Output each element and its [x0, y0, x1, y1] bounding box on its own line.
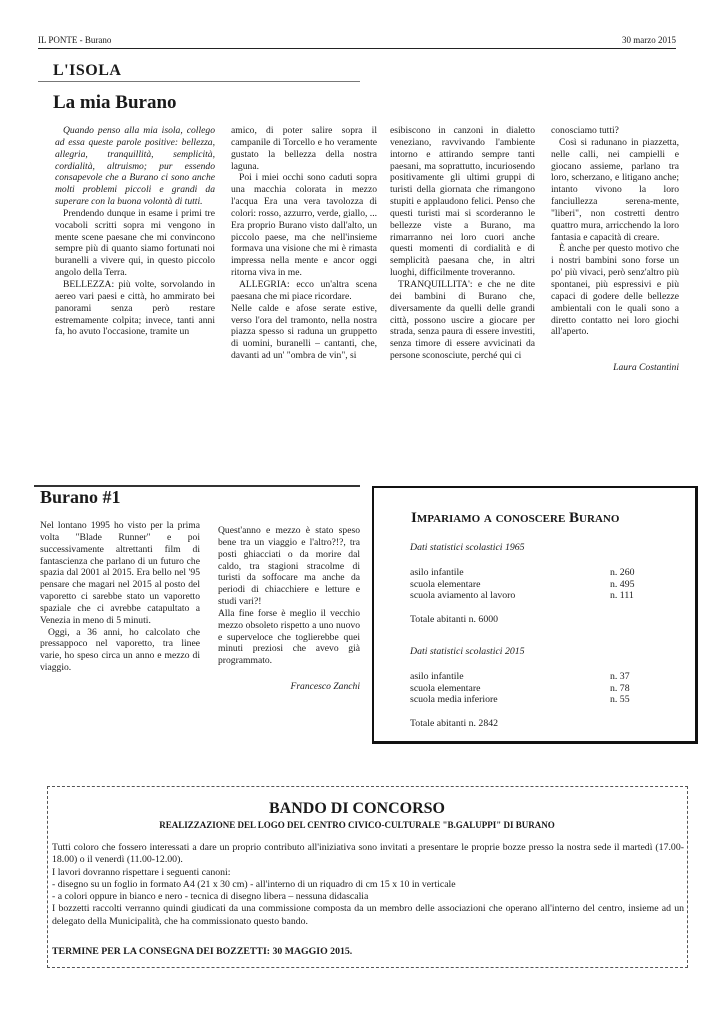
paragraph: Quest'anno e mezzo è stato speso bene tra un viaggio e l'altro?!?, tra posti ghiacciati o da morire dal caldo, tra stagioni stracolme di turisti da soffocare ma anche da periodi di chiacchiere e letture e studi vari?!: [218, 525, 360, 608]
stats-label: asilo infantile: [410, 567, 464, 578]
bando-subtitle: REALIZZAZIONE DEL LOGO DEL CENTRO CIVICO-CULTURALE "B.GALUPPI" DI BURANO: [159, 820, 555, 830]
stats-total: Totale abitanti n. 6000: [410, 613, 499, 625]
stats-value: n. 37: [610, 671, 630, 682]
publication-name: IL PONTE - Burano: [38, 35, 112, 45]
stats-row: [410, 567, 650, 579]
stats-value: n. 111: [610, 590, 634, 601]
stats-label: scuola elementare: [410, 682, 481, 694]
stats-value: n. 495: [610, 578, 635, 590]
stats-box-title: Impariamo a conoscere Burano: [411, 510, 620, 526]
stats-total: Totale abitanti n. 2842: [410, 717, 499, 729]
paragraph: Prendendo dunque in esame i primi tre vocaboli scritti sopra mi vengono in mente scene paesane che mi convincono sempre più di quanto siamo fortunati noi buranelli a vivere qui, in questo piccolo angolo della Terra.: [55, 207, 215, 279]
paragraph: Oggi, a 36 anni, ho calcolato che pressappoco nel vaporetto, tra linee varie, ho speso circa un anno e mezzo di viaggio.: [40, 626, 200, 674]
stats-row: [410, 671, 650, 683]
paragraph: Quando penso alla mia isola, collego ad essa queste parole positive: bellezza, allegria, tranquillità, semplicità, cordialità, altruismo; pur essendo consapevole che a Burano ci sono anche molti problemi piccoli e grandi da superare con la buona volontà di tutti.: [55, 125, 215, 208]
section-rule: [38, 81, 360, 82]
paragraph: Nel lontano 1995 ho visto per la prima volta "Blade Runner" e poi successivamente altrettanti film di fantascienza che parlano di un futuro che spazia dal 2001 al 2015. Era bello nel '95 pensare che magari nel 2015 al posto del vaporetto ci sarebbe stato un vaporetto spaziale che ci avrebbe catapultato a Venezia in meno di 5 minuti.: [40, 520, 200, 626]
article-author: Laura Costantini: [613, 362, 679, 374]
paragraph: ALLEGRIA: ecco un'altra scena paesana che mi piace ricordare.: [231, 278, 377, 302]
stats-label: scuola elementare: [410, 578, 481, 590]
article-column-4: [551, 125, 679, 374]
article-title: La mia Burano: [53, 92, 177, 113]
stats-row: [410, 590, 650, 602]
paragraph: conosciamo tutti?: [551, 125, 619, 136]
paragraph: esibiscono in canzoni in dialetto veneziano, ravvivando l'ambiente intorno e attirando sempre tanti paesani, ma soprattutto, incuriosendo positivamente gli ultimi gruppi di turisti della giornata che rimangono stupiti e applaudono felici. Penso che questi turisti mai si scorderanno le bellezze viste a Burano, ma rimarranno nei loro cuori anche questi momenti di cordialità e di semplicità paesana che, in altri luoghi, difficilmente troveranno.: [390, 125, 535, 279]
section-title: L'ISOLA: [53, 62, 122, 79]
bando-line: I lavori dovranno rispettare i seguenti canoni:: [52, 866, 231, 878]
header-rule: [38, 48, 676, 49]
stats-section-1965: [410, 542, 650, 625]
stats-row: [410, 694, 650, 706]
paragraph: BELLEZZA: più volte, sorvolando in aereo vari paesi e città, ho ammirato bei panorami senza però restare estremamente colpita; invece, tanti anni fa, ho avuto l'occasione, tramite un: [55, 278, 215, 338]
bando-line: I bozzetti raccolti verranno quindi giudicati da una commissione composta da un membro delle associazioni che operano all'interno del centro, insieme ad un delegato della Municipalità, che ha commissionato questo bando.: [52, 903, 684, 927]
article-column-1: [55, 125, 215, 338]
bando-title: BANDO DI CONCORSO: [268, 800, 445, 817]
paragraph: Nelle calde e afose serate estive, verso l'ora del tramonto, nella nostra piazza spesso si raduna un gruppetto di uomini, buranelli – cantanti, che, davanti ad un' "ombra de vin", si: [231, 302, 377, 362]
article-author: Francesco Zanchi: [290, 681, 360, 693]
bando-line: - a colori oppure in bianco e nero - tecnica di disegno libera – nessuna didascalia: [52, 891, 369, 903]
stats-value: n. 260: [610, 567, 635, 578]
stats-section-2015: [410, 646, 650, 729]
article-column-2: [218, 525, 360, 693]
article-column-3: [390, 125, 535, 362]
paragraph: Alla fine forse è meglio il vecchio mezzo obsoleto rispetto a uno nuovo e superveloce che toglierebbe quei minuti preziosi che avevo già programmato.: [218, 607, 360, 667]
bando-line: Tutti coloro che fossero interessati a dare un proprio contributo all'iniziativa sono invitati a presentare le proprie bozze presso la nostra sede il martedì (17.00-18.00) o il venerdì (11.00-12.00).: [52, 842, 684, 866]
article-title: Burano #1: [40, 487, 121, 507]
paragraph: amico, di poter salire sopra il campanile di Torcello e ho veramente gustato la bellezza della nostra laguna.: [231, 125, 377, 172]
article-column-1: [40, 520, 200, 674]
stats-row: [410, 579, 650, 591]
paragraph: TRANQUILLITA': e che ne dite dei bambini di Burano che, diversamente da quelli delle grandi città, possono uscire a giocare per strada, senza paura di essere investiti, senza timore di essere avvicinati da persone sconosciute, perché qui ci: [390, 278, 535, 362]
stats-label: asilo infantile: [410, 671, 464, 682]
bando-body: [52, 842, 684, 928]
stats-heading: Dati statistici scolastici 2015: [410, 646, 525, 657]
stats-label: scuola media inferiore: [410, 694, 498, 705]
paragraph: È anche per questo motivo che i nostri bambini sono forse un po' più vivaci, però senz'altro più spontanei, più espressivi e più capaci di godere delle bellezze ambientali con le quali sono a diretto contatto nei loro giochi all'aperto.: [551, 243, 679, 338]
stats-value: n. 78: [610, 682, 630, 694]
bando-deadline: TERMINE PER LA CONSEGNA DEI BOZZETTI: 30 MAGGIO 2015.: [52, 946, 353, 957]
stats-row: [410, 683, 650, 695]
stats-value: n. 55: [610, 694, 630, 705]
bando-line: - disegno su un foglio in formato A4 (21 x 30 cm) - all'interno di un riquadro di cm 15 x 10 in verticale: [52, 878, 456, 890]
paragraph: Così si radunano in piazzetta, nelle calli, nei campielli e giocano assieme, parlano tra loro, scherzano, e litigano anche; intanto vivono la loro fanciullezza serena-mente, "liberi", non costretti dentro quattro mura, arricchendo la loro fantasia e capacità di creare.: [551, 136, 679, 243]
stats-heading: Dati statistici scolastici 1965: [410, 542, 525, 553]
stats-label: scuola aviamento al lavoro: [410, 590, 516, 601]
article-column-2: [231, 125, 377, 362]
issue-date: 30 marzo 2015: [622, 35, 676, 45]
paragraph: Poi i miei occhi sono caduti sopra una macchia colorata in mezzo l'acqua Era una vera tavolozza di colori: rosso, azzurro, verde, giallo, ... Era proprio Burano visto dall'alto, un piccolo paese, ma che nell'insieme formava una visione che mi è rimasta impressa nella mente e ancor oggi ritorna viva in me.: [231, 172, 377, 279]
